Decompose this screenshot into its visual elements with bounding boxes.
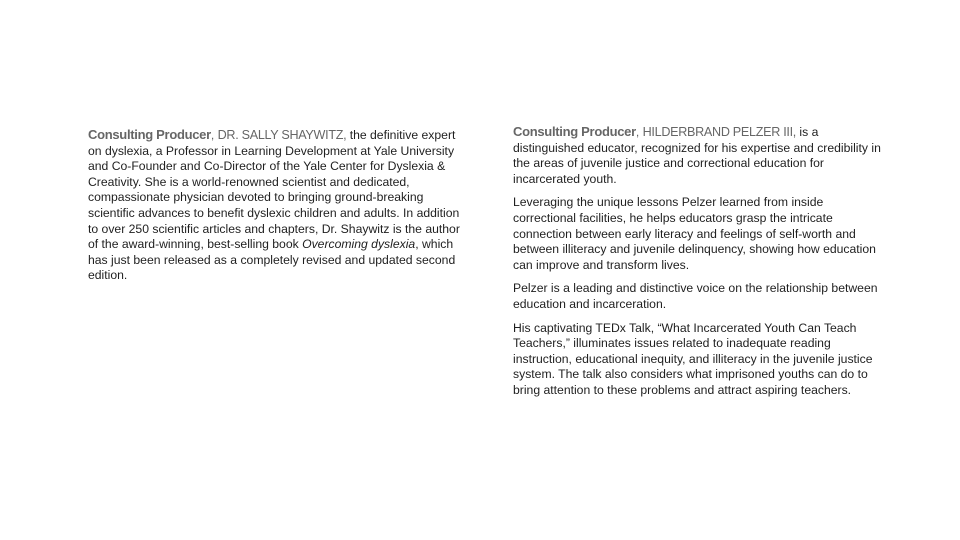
right-bio-role: Consulting Producer [513, 124, 636, 139]
left-bio-separator: , [210, 128, 215, 142]
left-bio-book-title: Overcoming dyslexia [302, 237, 416, 252]
right-bio-separator: , [635, 125, 640, 139]
left-bio-name: DR. SALLY SHAYWITZ, [217, 128, 347, 142]
right-bio-paragraph-4: His captivating TEDx Talk, “What Incarcerated Youth Can Teach Teachers,” illuminates issues related to inadequate reading instruction, educational inequity, and illiteracy in the juvenile justice system. The talk also considers what imprisoned youths can do to bring attention to these problems and attract aspiring teachers. [513, 320, 873, 397]
right-bio-column [513, 124, 885, 407]
right-bio-intro-text: is a distinguished educator, recognized for his expertise and credibility in the areas of juvenile justice and correctional education for incarcerated youth. [513, 125, 881, 186]
left-bio-paragraph [88, 127, 466, 284]
left-bio-role: Consulting Producer [88, 127, 211, 142]
left-bio-text: the definitive expert on dyslexia, a Professor in Learning Development at Yale University and Co-Founder and Co-Director of the Yale Center for Dyslexia & Creativity. She is a world-renowned scientist and dedicated, compassionate physician devoted to bringing ground-breaking scientific advances to benefit dyslexic children and adults. In addition to over 250 scientific articles and chapters, Dr. Shaywitz is the author of the award-winning, best-selling book [88, 128, 460, 252]
left-bio-text-end: , which has just been released as a completely revised and updated second edition. [88, 237, 456, 283]
right-bio-name: HILDERBRAND PELZER III, [642, 125, 796, 139]
right-bio-paragraph-2: Leveraging the unique lessons Pelzer learned from inside correctional facilities, he helps educators grasp the intricate connection between early literacy and feelings of self-worth and between illiteracy and juvenile delinquency, showing how education can improve and transform lives. [513, 195, 876, 272]
left-bio-column [88, 127, 466, 292]
right-bio-intro [513, 124, 885, 187]
right-bio-paragraph-3: Pelzer is a leading and distinctive voice on the relationship between education and incarceration. [513, 281, 878, 311]
